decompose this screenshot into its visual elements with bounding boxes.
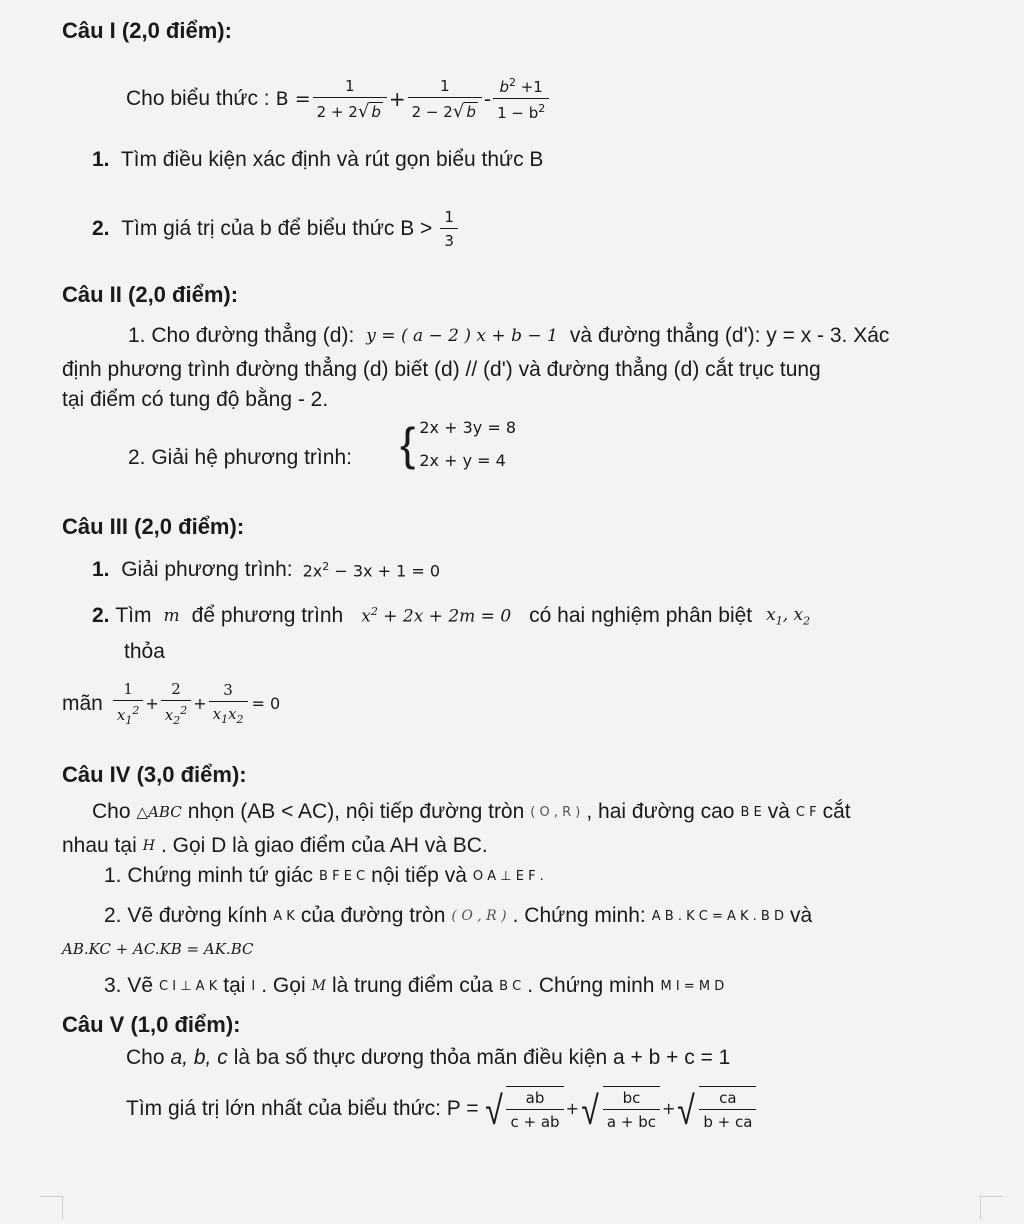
q3-cond-frac-2-den: x	[164, 706, 174, 724]
q4-l6-text-b: tại	[223, 974, 246, 997]
q4-l6-text-e: . Chứng minh	[527, 974, 655, 997]
q3-cond-frac-1-sub: 1	[125, 714, 133, 727]
q1-frac-1-den: 2 + 2	[316, 102, 358, 121]
q5-sqrt-3	[675, 1086, 758, 1131]
q4-point-h: H	[142, 838, 155, 854]
q5-sqrt-1-num: ab	[525, 1089, 545, 1107]
q3-eq-1-sup: 2	[322, 559, 330, 573]
q3-cond-frac-2-sup: 2	[180, 704, 188, 717]
q5-sqrt-2-den: a + bc	[603, 1109, 660, 1131]
q4-l4-equation: A B . K C = A K . B D	[651, 908, 784, 924]
q3-item-1	[92, 558, 440, 582]
q4-l1-text-a: Cho	[92, 800, 131, 823]
q1-item-1-text: Tìm điều kiện xác định và rút gọn biểu thức B	[120, 148, 544, 171]
q5-sqrt-1	[483, 1086, 566, 1131]
q4-line-3	[104, 864, 544, 888]
q4-l6-text-a: 3. Vẽ	[104, 974, 154, 997]
q4-l4-text-d: và	[790, 904, 813, 927]
q3-condition	[62, 680, 280, 727]
q3-item-2-roots	[766, 605, 810, 627]
q3-item-2-line-1	[92, 604, 810, 628]
q3-root-x2: x	[793, 604, 804, 625]
q1-frac-3-den: 1 − b	[497, 104, 539, 122]
q3-cond-frac-1-num: 1	[123, 680, 133, 698]
q1-frac-3-den-sup: 2	[538, 102, 546, 115]
plus-sign: +	[193, 694, 207, 713]
q4-l4-text-c: . Chứng minh:	[512, 904, 646, 927]
plus-sign: +	[145, 694, 159, 713]
q1-frac-3-num-var: b	[499, 78, 509, 96]
q3-item-2-text-c: có hai nghiệm phân biệt	[529, 604, 753, 627]
q2-system	[400, 418, 516, 470]
q4-point-i: I	[251, 978, 256, 994]
q1-frac-2-den: 2 − 2	[411, 102, 453, 121]
q2-heading: Câu II (2,0 điểm):	[62, 282, 239, 307]
q4-point-m: M	[311, 978, 326, 994]
q3-item-2-var-m: m	[163, 606, 180, 626]
q4-line-5: AB.KC + AC.KB = AK.BC	[62, 940, 254, 958]
q1-frac-3-num-rest: +1	[515, 78, 543, 96]
q5-sqrt-3-num: ca	[719, 1089, 737, 1107]
q3-item-2-text-a: Tìm	[115, 604, 152, 627]
q3-item-2-equation	[361, 605, 511, 627]
left-brace-icon: {	[400, 418, 416, 470]
q3-cond-frac-3-den-a: x	[212, 705, 222, 723]
q4-l6-text-d: là trung điểm của	[331, 974, 494, 997]
q4-line-2	[62, 834, 488, 858]
q4-circle-2: ( O , R )	[451, 908, 507, 924]
q4-perp-ci-ak: C I ⊥ A K	[159, 978, 218, 994]
q4-l6-text-c: . Gọi	[261, 974, 306, 997]
q2-p1-text-a: 1. Cho đường thẳng (d):	[128, 324, 355, 347]
q5-l1-text-b: là ba số thực dương thỏa mãn điều kiện a + b + c = 1	[233, 1046, 731, 1069]
q4-l4-text-b: của đường tròn	[300, 904, 446, 927]
q2-p1-text-b: và đường thẳng (d'): y = x - 3. Xác	[569, 324, 890, 347]
plus-sign: +	[388, 87, 406, 111]
q4-l2-text-a: nhau tại	[62, 834, 137, 857]
q1-frac-2-num: 1	[439, 76, 450, 95]
q5-line-1	[126, 1046, 730, 1070]
q4-l3-text-a: 1. Chứng minh tứ giác	[104, 864, 314, 887]
q2-system-eq-2: 2x + y = 4	[419, 451, 506, 470]
q4-segment-bc: B C	[499, 978, 522, 994]
q3-eq-2-part-a: x	[361, 606, 371, 627]
q3-item-2-line-2: thỏa	[124, 640, 165, 663]
q4-triangle: △ABC	[136, 803, 182, 821]
q3-cond-frac-2-sub: 2	[173, 714, 181, 727]
q3-cond-frac-3-sub-b: 2	[236, 713, 244, 726]
q3-cond-frac-3-sub-a: 1	[221, 713, 229, 726]
q3-root-comma: ,	[782, 604, 789, 625]
q5-l2-text: Tìm giá trị lớn nhất của biểu thức: P =	[126, 1096, 479, 1120]
q3-root-x1: x	[766, 604, 776, 625]
page-corner-right	[980, 1196, 1003, 1219]
q3-root-x2-sub: 2	[803, 614, 811, 628]
minus-sign: -	[483, 87, 492, 111]
sqrt-icon: √	[452, 100, 465, 122]
q4-circle: ( O , R )	[530, 804, 581, 820]
q4-line-6	[104, 974, 724, 998]
q1-intro: Cho biểu thức :	[126, 87, 270, 110]
q5-l1-text-a: Cho	[126, 1046, 165, 1069]
q3-cond-frac-2	[161, 680, 191, 727]
q3-cond-frac-3-num: 3	[223, 681, 233, 699]
q1-expression-line	[126, 76, 551, 122]
q4-l1-text-e: cắt	[822, 800, 851, 823]
q5-sqrt-1-den: c + ab	[506, 1109, 563, 1131]
q2-p1-equation: y = ( a − 2 ) x + b − 1	[366, 326, 558, 346]
q4-l4-text-a: 2. Vẽ đường kính	[104, 904, 268, 927]
q3-cond-frac-2-num: 2	[171, 680, 181, 698]
q1-item-1-number: 1.	[92, 148, 110, 171]
q4-l3-text-b: nội tiếp và	[371, 864, 467, 887]
q4-l2-text-b: . Gọi D là giao điểm của AH và BC.	[160, 834, 488, 857]
q2-part-1-line-1	[128, 324, 889, 348]
q1-frac-1-rad: b	[371, 102, 381, 121]
q3-cond-frac-3	[209, 681, 248, 726]
q1-item-2-frac-den: 3	[440, 228, 458, 250]
q4-line-1	[92, 800, 851, 824]
q3-item-2-number: 2.	[92, 604, 110, 627]
q5-sqrt-3-den: b + ca	[699, 1109, 756, 1131]
q3-condition-label: mãn	[62, 691, 103, 715]
q3-cond-frac-1-den: x	[116, 706, 126, 724]
q3-item-1-text: Giải phương trình:	[121, 558, 293, 581]
q3-cond-frac-1	[113, 680, 143, 727]
q3-eq-2-part-b: + 2x + 2m = 0	[377, 606, 512, 627]
q4-l1-text-c: , hai đường cao	[586, 800, 735, 823]
q1-item-2-number: 2.	[92, 217, 110, 240]
sqrt-icon: √	[677, 1089, 696, 1133]
q3-root-x1-sub: 1	[775, 614, 783, 628]
q3-eq-1-part-a: 2x	[302, 561, 323, 581]
q2-part-2: 2. Giải hệ phương trình:	[128, 446, 352, 469]
q4-l6-equation: M I = M D	[660, 978, 725, 994]
q3-item-1-number: 1.	[92, 558, 110, 581]
q1-frac-3	[493, 76, 549, 122]
plus-sign: +	[565, 1099, 579, 1118]
q1-item-2-text: Tìm giá trị của b để biểu thức B >	[121, 217, 433, 240]
q2-part-1-line-2: định phương trình đường thẳng (d) biết (d) // (d') và đường thẳng (d) cắt trục tung	[62, 358, 821, 381]
q2-system-eq-1: 2x + 3y = 8	[419, 418, 517, 437]
q5-sqrt-2-num: bc	[622, 1089, 641, 1107]
q3-eq-2-sup: 2	[370, 605, 378, 619]
q5-variables: a, b, c	[170, 1046, 228, 1069]
q1-frac-1-num: 1	[344, 76, 355, 95]
q3-item-1-equation	[303, 560, 440, 580]
q1-item-1	[92, 148, 543, 172]
q4-perp-oa-ef: O A ⊥ E F .	[472, 868, 544, 884]
q4-altitude-cf: C F	[795, 804, 817, 820]
q2-part-1-line-3: tại điểm có tung độ bằng - 2.	[62, 388, 329, 411]
q1-frac-2-rad: b	[466, 102, 476, 121]
q3-item-2-text-b: để phương trình	[191, 604, 344, 627]
q1-item-2	[92, 208, 460, 250]
q1-lhs: B =	[275, 88, 311, 110]
q1-frac-2	[408, 77, 482, 122]
q4-heading: Câu IV (3,0 điểm):	[62, 762, 247, 787]
q4-diameter-ak: A K	[273, 908, 295, 924]
q3-cond-frac-1-sup: 2	[132, 704, 140, 717]
q5-line-2	[126, 1086, 758, 1131]
q1-frac-3-num-sup: 2	[508, 76, 516, 89]
q1-heading: Câu I (2,0 điểm):	[62, 18, 232, 43]
page-corner-left	[40, 1196, 63, 1219]
q1-item-2-frac	[440, 208, 458, 250]
q1-item-2-frac-num: 1	[444, 208, 454, 226]
sqrt-icon: √	[484, 1089, 503, 1133]
q5-sqrt-2	[579, 1086, 662, 1131]
q3-cond-equals: = 0	[251, 694, 281, 713]
plus-sign: +	[662, 1099, 676, 1118]
q4-l1-text-d: và	[767, 800, 790, 823]
q3-eq-1-part-b: − 3x + 1 = 0	[329, 561, 441, 581]
q4-altitude-be: B E	[740, 804, 762, 820]
q4-l1-text-b: nhọn (AB < AC), nội tiếp đường tròn	[187, 800, 525, 823]
q4-line-4	[104, 904, 812, 928]
q1-frac-1	[313, 77, 387, 122]
sqrt-icon: √	[357, 100, 370, 122]
sqrt-icon: √	[581, 1089, 599, 1133]
q3-heading: Câu III (2,0 điểm):	[62, 514, 245, 539]
q5-heading: Câu V (1,0 điểm):	[62, 1012, 241, 1037]
q4-quad-bfec: B F E C	[319, 868, 366, 884]
q3-cond-frac-3-den-b: x	[228, 705, 237, 723]
